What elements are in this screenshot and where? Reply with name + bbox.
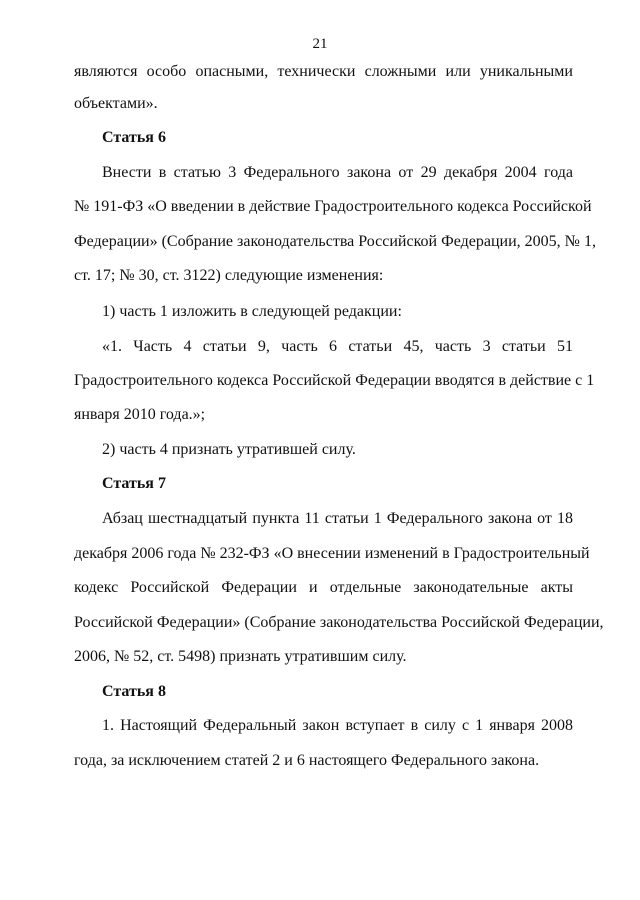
text-line: года, за исключением статей 2 и 6 настоящего Федерального закона. [74, 752, 540, 769]
text-line: 2) часть 4 признать утратившей силу. [102, 441, 356, 458]
text-line: № 191-ФЗ «О введении в действие Градостроительного кодекса Российской [74, 198, 592, 215]
text-line: «1. Часть 4 статьи 9, часть 6 статьи 45, часть 3 статьи 51 [102, 338, 573, 355]
text-line: 1) часть 1 изложить в следующей редакции: [102, 303, 402, 320]
text-line: Абзац шестнадцатый пункта 11 статьи 1 Федерального закона от 18 [102, 510, 573, 527]
text-line: Федерации» (Собрание законодательства Российской Федерации, 2005, № 1, [74, 233, 596, 250]
page-number: 21 [312, 36, 328, 52]
text-line: 1. Настоящий Федеральный закон вступает в силу с 1 января 2008 [102, 717, 573, 734]
text-line: 2006, № 52, ст. 5498) признать утратившим силу. [74, 648, 407, 665]
text-line: объектами». [74, 95, 158, 112]
text-line: являются особо опасными, технически сложными или уникальными [74, 63, 573, 80]
text-line: Внести в статью 3 Федерального закона от 29 декабря 2004 года [102, 164, 573, 181]
text-line: кодекс Российской Федерации и отдельные законодательные акты [74, 579, 573, 596]
text-line: Градостроительного кодекса Российской Федерации вводятся в действие с 1 [74, 372, 595, 389]
article-heading: Статья 6 [102, 129, 166, 146]
text-line: Российской Федерации» (Собрание законодательства Российской Федерации, [74, 614, 604, 631]
text-line: ст. 17; № 30, ст. 3122) следующие изменения: [74, 267, 384, 284]
text-line: декабря 2006 года № 232-ФЗ «О внесении изменений в Градостроительный [74, 545, 590, 562]
text-line: января 2010 года.»; [74, 406, 206, 423]
article-heading: Статья 8 [102, 683, 166, 700]
article-heading: Статья 7 [102, 475, 166, 492]
